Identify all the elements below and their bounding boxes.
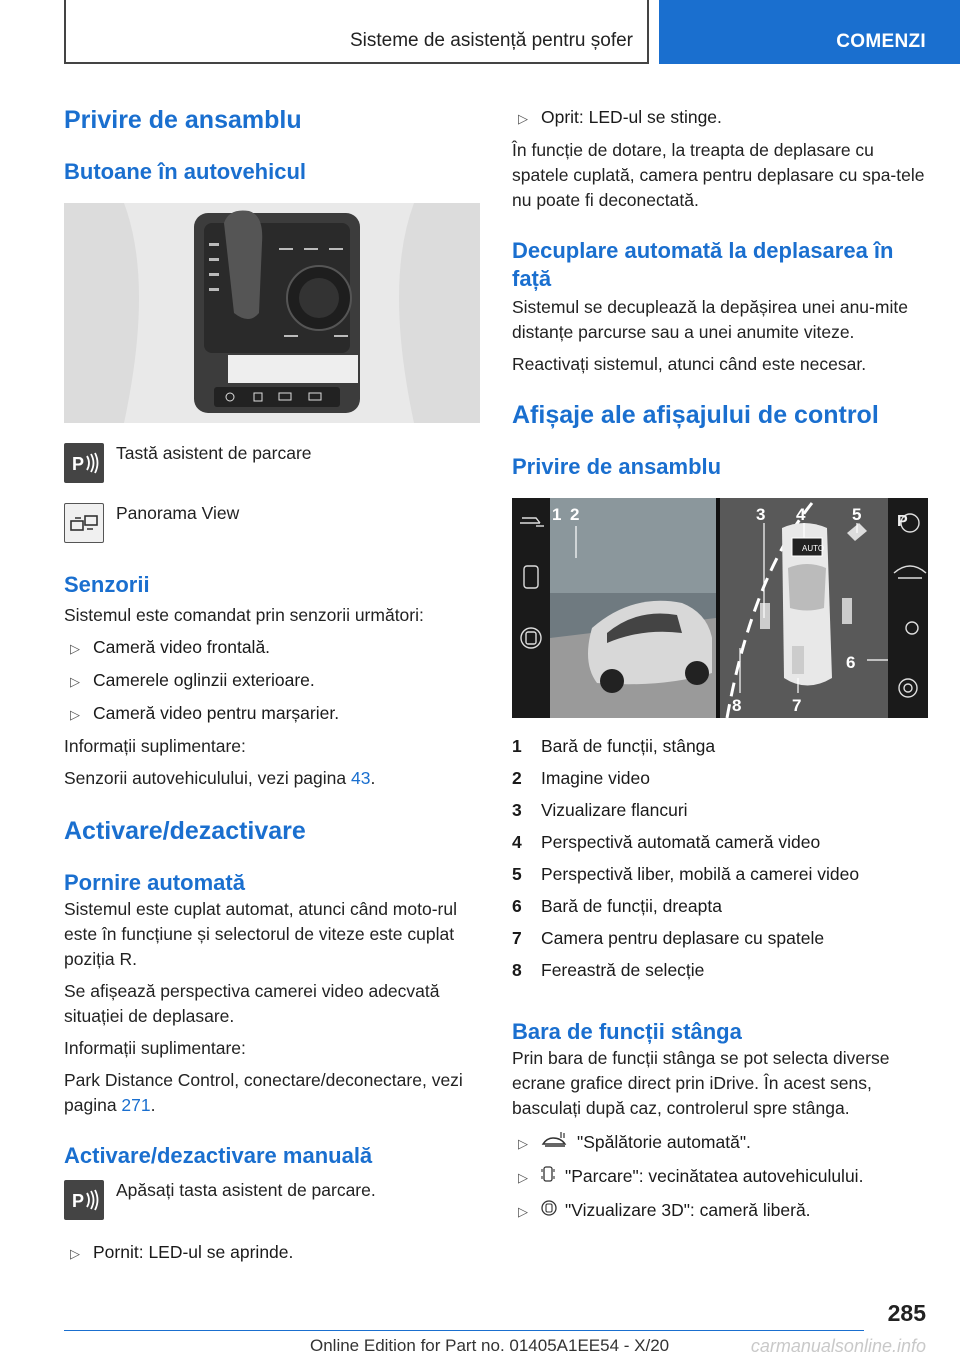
left-column	[64, 96, 480, 1266]
list-item: ▷ Oprit: LED-ul se stinge.	[512, 105, 928, 131]
figure-label-2: 2	[570, 505, 580, 524]
figure-label-6: 6	[846, 653, 856, 672]
heading-manual: Activare/dezactivare manuală	[64, 1143, 373, 1168]
page-header	[64, 0, 960, 64]
page-link-271[interactable]: 271	[121, 1095, 151, 1115]
heading-left-bar: Bara de funcții stânga	[512, 1019, 742, 1044]
triangle-bullet-icon: ▷	[70, 707, 80, 722]
figure-label-8: 8	[732, 696, 742, 715]
list-item: 4 Perspectivă automată cameră video	[512, 832, 821, 852]
triangle-bullet-icon: ▷	[518, 111, 528, 126]
sensors-list	[64, 635, 480, 727]
triangle-bullet-icon: ▷	[70, 641, 80, 656]
figure-legend	[512, 730, 928, 986]
heading-auto-start: Pornire automată	[64, 870, 245, 895]
key-park-row	[64, 443, 480, 483]
manual-text: Apăsați tasta asistent de parcare.	[116, 1180, 376, 1200]
console-illustration	[64, 203, 480, 423]
triangle-bullet-icon: ▷	[518, 1136, 528, 1151]
chapter-tab	[659, 0, 960, 64]
figure-label-7: 7	[792, 696, 802, 715]
watermark: carmanualsonline.info	[750, 1336, 926, 1356]
list-item: 6 Bară de funcții, dreapta	[512, 896, 722, 916]
list-item: ▷ Cameră video pentru marșarier.	[64, 701, 480, 727]
list-item: 3 Vizualizare flancuri	[512, 800, 688, 820]
auto-off-text: Sistemul se decuplează la depășirea unei anu-mite distanțe parcurse sau a unei anumite viteze.	[512, 297, 908, 342]
footer-divider	[64, 1330, 864, 1331]
figure-label-4: 4	[796, 505, 806, 524]
sensors-intro: Sistemul este comandat prin senzorii următori:	[64, 605, 424, 625]
panorama-view-key-icon	[64, 503, 104, 543]
page-link-43[interactable]: 43	[350, 768, 371, 788]
control-display-illustration	[512, 498, 928, 718]
car-wash-icon	[541, 1130, 571, 1157]
key-park-label: Tastă asistent de parcare	[116, 443, 312, 463]
left-bar-list	[512, 1130, 928, 1225]
console-image	[64, 203, 480, 423]
left-bar-text: Prin bara de funcții stânga se pot selecta diverse ecrane grafice direct prin iDrive. În acest sens, basculați după caz, controlerul spre stânga.	[512, 1048, 890, 1118]
parking-view-icon	[541, 1164, 559, 1191]
list-item: 7 Camera pentru deplasare cu spatele	[512, 928, 825, 948]
auto-start-text-2: Se afișează perspectiva camerei video adecvată situației de deplasare.	[64, 981, 440, 1026]
list-item: ▷ Cameră video frontală.	[64, 635, 480, 661]
heading-auto-off: Decuplare automată la deplasarea în față	[512, 238, 894, 291]
list-item: ▷ Pornit: LED-ul se aprinde.	[64, 1240, 480, 1266]
svg-text:P: P	[897, 513, 908, 530]
key-panorama-row	[64, 503, 480, 543]
sensors-reference: Senzorii autovehiculului, vezi pagina 43.	[64, 768, 376, 788]
parking-assistant-key-icon	[64, 443, 104, 483]
heading-sensors: Senzorii	[64, 572, 150, 597]
section-tab	[64, 0, 649, 64]
info-label-2: Informații suplimentare:	[64, 1038, 246, 1058]
page-number: 285	[887, 1300, 926, 1326]
triangle-bullet-icon: ▷	[70, 674, 80, 689]
heading-overview: Privire de ansamblu	[64, 106, 302, 134]
parking-assistant-key-icon	[64, 1180, 104, 1220]
svg-text:P: P	[72, 454, 85, 474]
list-item: ▷ Camerele oglinzii exterioare.	[64, 668, 480, 694]
chapter-title: COMENZI	[836, 31, 926, 52]
figure-label-3: 3	[756, 505, 766, 524]
svg-text:AUTO: AUTO	[802, 544, 825, 553]
list-item: 1 Bară de funcții, stânga	[512, 736, 716, 756]
heading-display: Afișaje ale afișajului de control	[512, 401, 879, 429]
triangle-bullet-icon: ▷	[518, 1204, 528, 1219]
figure-label-1: 1	[552, 505, 562, 524]
list-item: 8 Fereastră de selecție	[512, 960, 705, 980]
list-item: ▷ "Spălătorie automată".	[512, 1130, 928, 1157]
control-display-figure	[512, 498, 928, 718]
edition-text: Online Edition for Part no. 01405A1EE54 - X/20	[310, 1336, 670, 1355]
right-column	[512, 96, 928, 1225]
list-item: ▷ "Vizualizare 3D": cameră liberă.	[512, 1198, 928, 1225]
3d-view-icon	[541, 1198, 559, 1225]
key-panorama-label: Panorama View	[116, 503, 240, 523]
svg-text:P: P	[72, 1191, 85, 1211]
heading-activation: Activare/dezactivare	[64, 817, 306, 845]
auto-start-text: Sistemul este cuplat automat, atunci când moto-rul este în funcțiune și selectorul de viteze este cuplat poziția R.	[64, 899, 457, 969]
reverse-text: În funcție de dotare, la treapta de deplasare cu spatele cuplată, camera pentru deplasare cu spa-tele nu poate fi deconectată.	[512, 140, 925, 210]
info-label: Informații suplimentare:	[64, 736, 246, 756]
heading-overview-2: Privire de ansamblu	[512, 454, 722, 479]
reactivate-text: Reactivați sistemul, atunci când este necesar.	[512, 354, 867, 374]
list-item: 2 Imagine video	[512, 768, 650, 788]
heading-buttons: Butoane în autovehicul	[64, 159, 307, 184]
manual-row	[64, 1180, 480, 1220]
triangle-bullet-icon: ▷	[70, 1246, 80, 1261]
triangle-bullet-icon: ▷	[518, 1170, 528, 1185]
list-item: ▷ "Parcare": vecinătatea autovehiculului.	[512, 1164, 928, 1191]
list-item: 5 Perspectivă liber, mobilă a camerei video	[512, 864, 860, 884]
pdc-reference: Park Distance Control, conectare/deconectare, vezi pagina 271.	[64, 1070, 463, 1115]
section-title: Sisteme de asistență pentru șofer	[349, 30, 633, 51]
figure-label-5: 5	[852, 505, 862, 524]
